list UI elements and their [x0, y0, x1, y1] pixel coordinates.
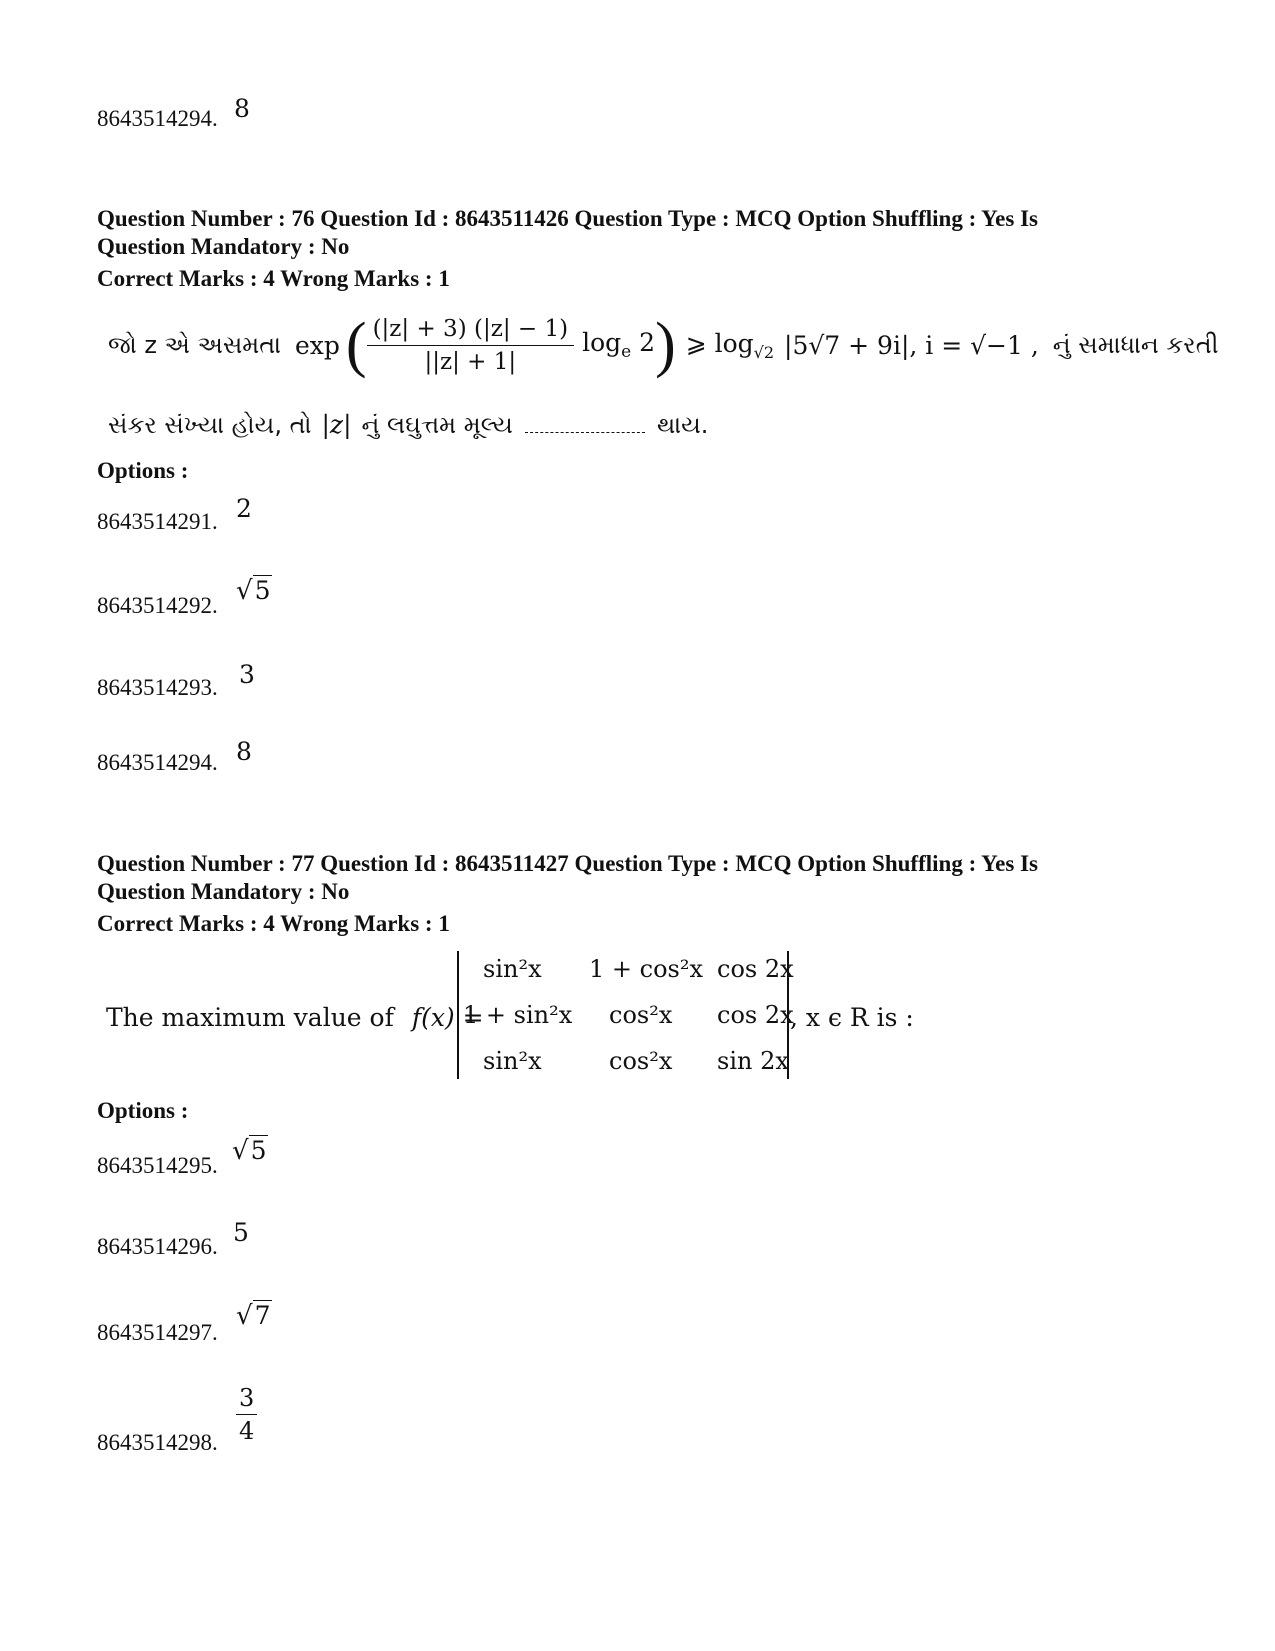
right-paren: )	[655, 310, 676, 379]
option-value-sqrt	[232, 1136, 268, 1166]
question-text-line2-b: નું લઘુત્તમ મૂલ્ય	[361, 411, 513, 439]
answer-blank	[525, 432, 645, 433]
option-id: 8643514294.	[97, 106, 218, 131]
matrix-cell: 1 + cos²x	[589, 955, 703, 983]
matrix-cell: cos²x	[609, 1001, 673, 1029]
question-text-suffix: નું સમાધાન કરતી	[1052, 331, 1219, 359]
option-id: 8643514297.	[97, 1320, 218, 1345]
sqrt-icon: √	[232, 1136, 249, 1166]
log-arg: 2	[639, 328, 656, 357]
sqrt-icon: √	[236, 1301, 253, 1331]
abs-expression: |5√7 + 9i|, i = √−1 ,	[784, 330, 1039, 360]
option-id: 8643514292.	[97, 593, 218, 618]
question-text-line2	[108, 410, 708, 439]
option-id: 8643514294.	[97, 750, 218, 775]
option-value-sqrt	[236, 1301, 272, 1331]
exp-label: exp	[295, 330, 340, 360]
matrix-cell: 1 + sin²x	[463, 1001, 573, 1029]
option-id: 8643514296.	[97, 1234, 218, 1259]
matrix-cell: cos 2x	[717, 955, 794, 983]
matrix-cell: sin 2x	[717, 1047, 789, 1075]
option-value: 8	[234, 94, 250, 123]
option-id: 8643514295.	[97, 1153, 218, 1178]
options-label: Options :	[97, 1098, 189, 1123]
log-label: log	[582, 328, 622, 357]
fraction-denominator: ||z| + 1|	[424, 348, 517, 375]
question-text-line2-c: થાય.	[656, 411, 709, 439]
function-label: f(x) =	[411, 1003, 484, 1032]
question-header-line2: Question Mandatory : No	[97, 234, 350, 259]
question-marks: Correct Marks : 4 Wrong Marks : 1	[97, 911, 450, 936]
fraction	[367, 316, 575, 375]
left-paren: (	[345, 310, 367, 379]
question-header	[97, 205, 1038, 261]
question-text-suffix: , x ϵ R is :	[790, 1003, 914, 1032]
radicand: 5	[250, 1136, 267, 1165]
options-label: Options :	[97, 458, 189, 483]
option-id: 8643514291.	[97, 509, 218, 534]
determinant	[457, 951, 794, 1079]
fraction-numerator: (|z| + 3) (|z| − 1)	[367, 316, 575, 346]
question-header-line2: Question Mandatory : No	[97, 879, 350, 904]
option-id: 8643514293.	[97, 675, 218, 700]
option-value: 2	[236, 494, 252, 523]
question-text-prefix	[106, 1003, 484, 1032]
log-sqrt2-base: √2	[753, 342, 775, 362]
question-header-line1: Question Number : 77 Question Id : 8643511427 Question Type : MCQ Option Shuffling : Yes Is	[97, 851, 1038, 876]
abs-z: |z|	[321, 410, 352, 439]
matrix-cell: sin²x	[483, 955, 542, 983]
radicand: 5	[254, 576, 271, 605]
option-value-fraction	[236, 1384, 257, 1445]
matrix-cell: sin²x	[483, 1047, 542, 1075]
option-value: 3	[239, 660, 255, 689]
question-header-line1: Question Number : 76 Question Id : 8643511426 Question Type : MCQ Option Shuffling : Yes Is	[97, 206, 1038, 231]
option-value: 8	[236, 737, 252, 766]
question-header	[97, 850, 1038, 906]
option-value-sqrt	[236, 576, 272, 606]
question-text-prefix: જો z એ અસમતા	[108, 331, 282, 359]
log-base: e	[621, 342, 632, 362]
inequality	[686, 329, 774, 362]
fraction-denominator: 4	[239, 1417, 255, 1445]
question-text: The maximum value of	[106, 1003, 394, 1032]
matrix-cell: cos 2x	[717, 1001, 794, 1029]
ge-log: ⩾ log	[685, 328, 754, 358]
question-marks: Correct Marks : 4 Wrong Marks : 1	[97, 266, 450, 291]
radicand: 7	[254, 1301, 271, 1330]
log-e	[582, 328, 655, 362]
option-value: 5	[233, 1218, 249, 1247]
question-text-line1	[108, 310, 1219, 380]
fraction-numerator: 3	[236, 1384, 257, 1415]
question-text-line2-a: સંકર સંખ્યા હોય, તો	[108, 411, 312, 439]
matrix-cell: cos²x	[609, 1047, 673, 1075]
option-id: 8643514298.	[97, 1430, 218, 1455]
sqrt-icon: √	[236, 576, 253, 606]
